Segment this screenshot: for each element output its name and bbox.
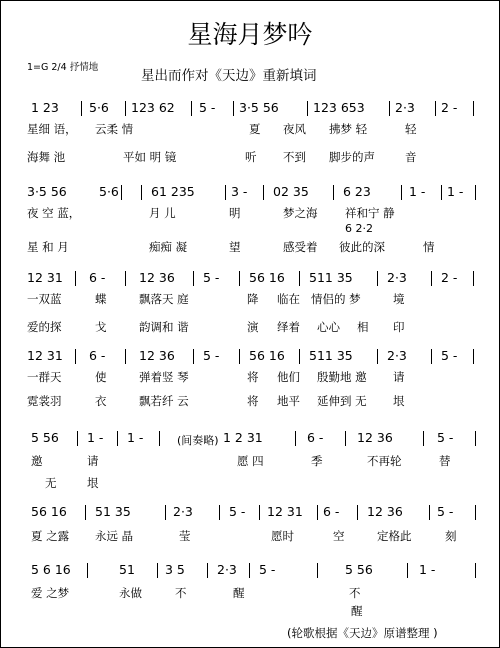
lyric-text: 爱 之梦 — [31, 586, 70, 600]
barline — [207, 563, 208, 578]
barline — [473, 101, 474, 116]
barline — [259, 505, 260, 520]
measure: 1 - — [127, 430, 144, 445]
barline — [333, 185, 334, 200]
lyric-text: 一双蓝 — [27, 292, 62, 306]
lyric-text: 霓裳羽 — [27, 394, 62, 408]
barline — [317, 563, 318, 578]
lyric-line — [27, 603, 477, 619]
lyric-text: 戈 — [95, 320, 107, 334]
lyric-text: 地平 — [277, 394, 300, 408]
measure: 5 - — [437, 504, 454, 519]
lyric-text: 爱的探 — [27, 320, 62, 334]
barline — [429, 505, 430, 520]
measure: 2 - — [441, 270, 458, 285]
lyric-text: 星 和 月 — [27, 240, 69, 254]
lyric-text: 拂梦 轻 — [329, 122, 368, 136]
barline — [239, 271, 240, 286]
measure: 51 — [119, 562, 135, 577]
lyric-text: 降 — [247, 292, 259, 306]
lyric-text: 临在 — [277, 292, 300, 306]
lyric-text: 绎着 — [277, 320, 300, 334]
barline — [219, 505, 220, 520]
barline — [157, 563, 158, 578]
measure: 2 - — [441, 100, 458, 115]
barline — [475, 431, 476, 446]
barline — [299, 349, 300, 364]
lyric-text: 望 — [229, 240, 241, 254]
barline — [193, 349, 194, 364]
lyric-text: 请 — [87, 454, 99, 468]
lyric-text: 相 — [357, 320, 369, 334]
measure: 5 - — [203, 348, 220, 363]
lyric-text: 一群天 — [27, 370, 62, 384]
lyric-text: 演 — [247, 320, 259, 334]
lyric-text: 海舞 池 — [27, 150, 66, 164]
measure: 2·3 — [217, 562, 237, 577]
barline — [441, 185, 442, 200]
lyric-text: 垠 — [393, 394, 405, 408]
lyric-text: 平如 明 镜 — [123, 150, 177, 164]
measure: 6 - — [89, 270, 106, 285]
barline — [431, 271, 432, 286]
lyric-text: 永远 晶 — [95, 529, 134, 543]
lyric-text: 飘若纤 云 — [139, 394, 189, 408]
lyric-text: 彼此的深 — [339, 240, 385, 254]
barline — [357, 505, 358, 520]
lyric-text: 脚步的声 — [329, 150, 375, 164]
measure: 5 56 — [345, 562, 373, 577]
lyric-text: 情 — [423, 240, 435, 254]
lyric-text: 夜风 — [283, 122, 306, 136]
barline — [125, 271, 126, 286]
barline — [141, 185, 142, 200]
lyric-text: 醒 — [233, 586, 245, 600]
barline — [475, 505, 476, 520]
lyric-text: 感受着 — [283, 240, 318, 254]
lyric-line — [27, 585, 477, 601]
notation-line — [27, 269, 477, 287]
measure: 12 31 — [267, 504, 303, 519]
lyric-text: 衣 — [95, 394, 107, 408]
lyric-text: 季 — [311, 454, 323, 468]
measure: 123 62 — [131, 100, 175, 115]
lyric-text: 愿时 — [271, 529, 294, 543]
measure: 56 16 — [31, 504, 67, 519]
barline — [389, 101, 390, 116]
measure: 51 35 — [95, 504, 131, 519]
barline — [117, 431, 118, 446]
measure: 5 - — [259, 562, 276, 577]
measure: 2·3 — [387, 270, 407, 285]
subtitle: 星出而作对《天边》重新填词 — [141, 68, 317, 84]
measure: 5·6 — [99, 184, 119, 199]
measure: 511 35 — [309, 270, 353, 285]
measure: 12 31 — [27, 348, 63, 363]
measure: 61 235 — [151, 184, 195, 199]
lyric-text: 轻 — [405, 122, 417, 136]
score-system — [27, 429, 477, 491]
measure: 12 36 — [139, 270, 175, 285]
measure: 5 6 16 — [31, 562, 71, 577]
measure: 2·3 — [173, 504, 193, 519]
barline — [225, 185, 226, 200]
lyric-text: 弹着竖 琴 — [139, 370, 189, 384]
lyric-line — [27, 319, 477, 335]
notation-line — [27, 561, 477, 579]
notation-line — [27, 347, 477, 365]
lyric-line — [27, 291, 477, 307]
score-system — [27, 183, 477, 255]
interlude-note: (间奏略) — [177, 434, 219, 447]
lyric-line — [27, 369, 477, 385]
barline — [307, 101, 308, 116]
lyric-text: 醒 — [351, 604, 363, 618]
lyric-text: 垠 — [87, 476, 99, 490]
measure: 511 35 — [309, 348, 353, 363]
measure: 5 - — [437, 430, 454, 445]
lyric-text: 蝶 — [95, 292, 107, 306]
score-system — [27, 99, 477, 165]
barline — [165, 505, 166, 520]
lyric-line — [27, 528, 477, 544]
measure: 6 - — [89, 348, 106, 363]
lyric-text: 梦之海 — [283, 206, 318, 220]
lyric-text: 殷勤地 邀 — [317, 370, 367, 384]
barline — [299, 271, 300, 286]
lyric-text: 不到 — [283, 150, 306, 164]
key-signature: 1=G 2/4 抒情地 — [27, 62, 99, 73]
lyric-line — [27, 475, 477, 491]
barline — [239, 349, 240, 364]
lyric-text: 使 — [95, 370, 107, 384]
barline — [345, 431, 346, 446]
lyric-text: 明 — [229, 206, 241, 220]
measure: 123 653 — [313, 100, 365, 115]
lyric-text: 永做 — [119, 586, 142, 600]
song-title: 星海月梦吟 — [187, 20, 313, 49]
lyric-text: 莹 — [179, 529, 191, 543]
barline — [233, 101, 234, 116]
barline — [125, 101, 126, 116]
lyric-text: 痴痴 凝 — [149, 240, 188, 254]
barline — [75, 349, 76, 364]
score-system — [27, 269, 477, 335]
barline — [475, 563, 476, 578]
lyric-text: 无 — [45, 476, 57, 490]
barline — [121, 185, 122, 200]
measure: 12 36 — [357, 430, 393, 445]
lyric-text: 星细 语， — [27, 122, 77, 136]
barline — [401, 185, 402, 200]
barline — [473, 349, 474, 364]
lyric-text: 飘落天 庭 — [139, 292, 189, 306]
lyric-text: 印 — [393, 320, 405, 334]
barline — [317, 505, 318, 520]
score-system — [27, 347, 477, 409]
lyric-text: 夏 — [249, 122, 261, 136]
lyric-text: 音 — [405, 150, 417, 164]
lyric-text: 境 — [393, 292, 405, 306]
lyric-text: 替 — [439, 454, 451, 468]
barline — [85, 505, 86, 520]
lyric-text: 邀 — [31, 454, 43, 468]
measure: 1 - — [87, 430, 104, 445]
barline — [377, 349, 378, 364]
lyric-text: 夜 空 蓝， — [27, 206, 81, 220]
barline — [81, 101, 82, 116]
barline — [193, 271, 194, 286]
barline — [125, 349, 126, 364]
barline — [475, 185, 476, 200]
barline — [159, 431, 160, 446]
measure: 2·3 — [387, 348, 407, 363]
barline — [473, 271, 474, 286]
measure: 5 56 — [31, 430, 59, 445]
measure: 1 - — [409, 184, 426, 199]
lyric-text: 不 — [349, 586, 361, 600]
measure: 6 - — [307, 430, 324, 445]
measure: 3 - — [231, 184, 248, 199]
measure: 12 31 — [27, 270, 63, 285]
measure: 5·6 — [89, 100, 109, 115]
score-system — [27, 561, 477, 619]
lyric-line — [27, 121, 477, 137]
measure: 5 - — [203, 270, 220, 285]
lyric-text: 月 儿 — [149, 206, 176, 220]
barline — [87, 563, 88, 578]
measure: 2·3 — [395, 100, 415, 115]
lyric-text: 心心 — [317, 320, 340, 334]
lyric-line — [27, 149, 477, 165]
barline — [407, 563, 408, 578]
score-system — [27, 503, 477, 544]
lyric-text: 愿 四 — [237, 454, 264, 468]
lyric-line — [27, 205, 477, 221]
barline — [295, 431, 296, 446]
measure: 12 36 — [139, 348, 175, 363]
lyric-text: 延伸到 无 — [317, 394, 367, 408]
alternate-notes: 6 2·2 — [345, 222, 373, 235]
measure: 1 - — [419, 562, 436, 577]
barline — [191, 101, 192, 116]
barline — [249, 563, 250, 578]
measure: 1 23 — [31, 100, 59, 115]
measure: 3·5 56 — [27, 184, 67, 199]
barline — [75, 271, 76, 286]
measure: 3·5 56 — [239, 100, 279, 115]
lyric-text: 情侣的 梦 — [311, 292, 361, 306]
notation-line — [27, 99, 477, 117]
measure: 6 23 — [343, 184, 371, 199]
notation-line — [27, 503, 477, 521]
barline — [435, 101, 436, 116]
lyric-text: 请 — [393, 370, 405, 384]
measure: 56 16 — [249, 348, 285, 363]
lyric-text: 夏 之露 — [31, 529, 70, 543]
lyric-text: 听 — [245, 150, 257, 164]
lyric-text: 祥和宁 静 — [345, 206, 395, 220]
measure: 5 - — [441, 348, 458, 363]
measure: 1 2 31 — [223, 430, 263, 445]
measure: 02 35 — [273, 184, 309, 199]
measure: 12 36 — [367, 504, 403, 519]
notation-line — [27, 183, 477, 201]
lyric-text: 定格此 — [377, 529, 412, 543]
notation-line — [27, 429, 477, 447]
lyric-line — [27, 239, 477, 255]
barline — [431, 349, 432, 364]
barline — [77, 431, 78, 446]
barline — [377, 271, 378, 286]
lyric-text: 不再轮 — [367, 454, 402, 468]
measure: 5 - — [199, 100, 216, 115]
measure: 1 - — [447, 184, 464, 199]
lyric-line — [27, 453, 477, 469]
barline — [263, 185, 264, 200]
measure: 56 16 — [249, 270, 285, 285]
barline — [423, 431, 424, 446]
lyric-text: 他们 — [277, 370, 300, 384]
measure: 5 - — [229, 504, 246, 519]
measure: 6 - — [323, 504, 340, 519]
lyric-text: 不 — [175, 586, 187, 600]
lyric-text: 云柔 情 — [95, 122, 134, 136]
lyric-line — [27, 393, 477, 409]
measure: 3 5 — [165, 562, 185, 577]
lyric-text: 韵调和 谐 — [139, 320, 189, 334]
arrangement-credit: (轮歌根据《天边》原谱整理 ) — [287, 626, 438, 640]
lyric-text: 空 — [333, 529, 345, 543]
lyric-text: 将 — [247, 394, 259, 408]
lyric-text: 刻 — [445, 529, 457, 543]
lyric-text: 将 — [247, 370, 259, 384]
